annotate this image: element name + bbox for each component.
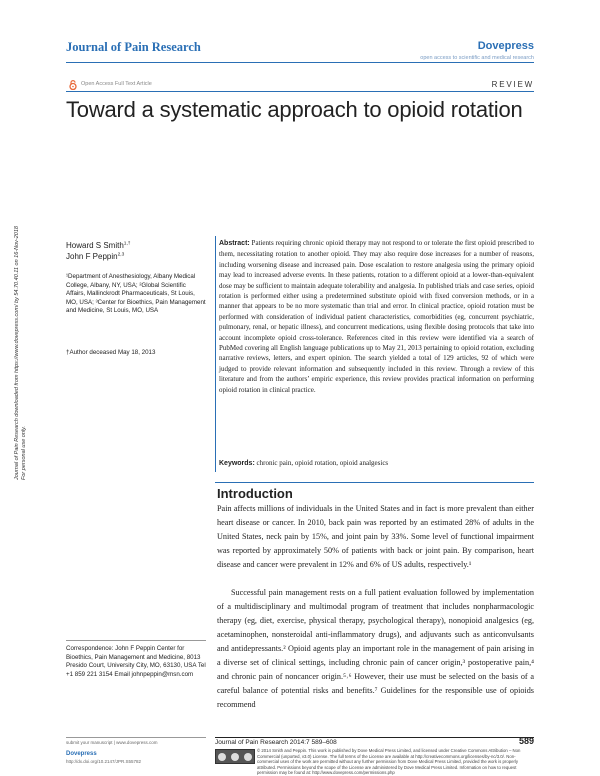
title-rule (66, 91, 534, 92)
creative-commons-icon[interactable] (215, 749, 255, 764)
intro-rule (215, 482, 534, 483)
journal-title[interactable]: Journal of Pain Research (66, 40, 201, 54)
affiliations: ¹Department of Anesthesiology, Albany Medical College, Albany, NY, USA; ²Global Scientific Affairs, Mallinckrodt Pharmaceuticals, St Louis, MO, USA; ³Center for Bioethics, Pain Management and Medicine, St Louis, MO, USA (66, 273, 206, 314)
section-heading: Introduction (217, 486, 293, 501)
publisher-tagline: open access to scientific and medical research (420, 55, 534, 61)
header-rule (66, 62, 534, 63)
footer-rule-right (215, 737, 534, 738)
abstract (219, 238, 534, 395)
footer-publisher-logo[interactable]: Dovepress (66, 751, 97, 757)
deceased-note: †Author deceased May 18, 2013 (66, 349, 156, 356)
abstract-label: Abstract: (219, 240, 250, 247)
doi-link[interactable]: http://dx.doi.org/10.2147/JPR.S55782 (66, 759, 142, 764)
correspondence: Correspondence: John F Peppin Center for Bioethics, Pain Management and Medicine, 8013 Presido Court, University City, MO, 63130, USA Tel +1 859 221 3154 Email johnpeppin@msn.com (66, 645, 206, 678)
abstract-text: Patients requiring chronic opioid therapy may not respond to or tolerate the first opioid prescribed to them, necessitating rotation to another opioid. They may also require dose increases for a number of reasons, including worsening disease and increased pain. Dose escalation to restore analgesia using the primary opioid may lead to increased adverse events. In these patients, rotation to a different opioid at a lower-than-equivalent dose may be sufficient to maintain adequate tolerability and analgesia. In published trials and case series, opioid rotation is performed either using a predetermined substitute opioid with fixed conversion methods, or in a manner that appears to be no more systematic than trial and error. In clinical practice, opioid rotation must be performed with consideration of individual patient characteristics, comorbidities (eg, concurrent psychiatric, pulmonary, renal, or hepatic illness), and concurrent medications, using flexible dosing protocols that take into account incomplete opioid cross-tolerance. References cited in this review were identified via a search of PubMed covering all English language publications up to May 21, 2013 pertaining to opioid rotation, excluding narrative reviews, letters, and expert opinion. The search yielded a total of 129 articles, 92 of which were judged to provide relevant information and subsequently included in this review. Through a review of this literature and from the authors’ empiric experience, this review provides practical information on performing opioid rotation in clinical practice. (219, 239, 535, 394)
author-name: John F Peppin (66, 252, 118, 261)
publisher-logo[interactable]: Dovepress (477, 40, 534, 52)
keywords-label: Keywords: (219, 460, 255, 467)
download-notice: Journal of Pain Research downloaded from https://www.dovepress.com/ by 54.70.40.11 on 16-Nov-2018 For personal use only. (14, 226, 27, 480)
correspondence-rule (66, 640, 206, 641)
license-text: © 2014 Smith and Peppin. This work is published by Dove Medical Press Limited, and licensed under Creative Commons Attribution – Non Commercial (unported, v3.0) License. The full terms of the License are available at http://creativecommons.org/licenses/by-nc/3.0/. Non-commercial uses of the work are permitted without any further permission from Dove Medical Press Limited, provided the work is properly attributed. Permissions beyond the scope of the License are administered by Dove Medical Press Limited. Information on how to request permission may be found at: http://www.dovepress.com/permissions.php (257, 748, 521, 776)
article-type: REVIEW (491, 80, 534, 89)
journal-citation: Journal of Pain Research 2014:7 589–608 (215, 739, 337, 746)
open-access-lock-icon (68, 80, 78, 90)
author-list: Howard S Smith$^{1,\dagger}$ John F Peppin$^{2,3}$ (66, 241, 131, 261)
article-title: Toward a systematic approach to opioid rotation (66, 97, 523, 122)
intro-paragraph-1: Pain affects millions of individuals in the United States and in fact is more prevalent than either heart disease or cancer. In 2010, back pain was reported by an estimated 28% of adults in the United States, neck pain by 15%, and joint pain by 33%. Some level of functional impairment was reported by approximately 50% of patients with back or joint pain. By comparison, heart disease and cancer were prevalent in 12% and 6% of US adults, respectively.¹ (217, 504, 534, 569)
intro-paragraph-2: Successful pain management rests on a full patient evaluation followed by implementation of a multidisciplinary and multimodal program of treatment that includes nonpharmacologic therapy (eg, diet, exercise, physical therapy, psychological therapy), nonopioid analgesics (eg, acetaminophen, nonsteroidal anti-inflammatory drugs), and adjuvants such as anticonvulsants and antidepressants.² Opioid agents play an important role in the management of pain arising in a diverse set of clinical settings, including chronic pain of cancer origin,³ postoperative pain,⁴ and chronic pain of noncancer origin.⁵˒⁶ However, their use must be selected on the basis of a careful balance of potential risks and benefits.⁷ Guidelines for the responsible use of opioids recommend (217, 588, 534, 709)
author-name: Howard S Smith (66, 241, 124, 250)
page-number: 589 (518, 736, 534, 746)
keywords (219, 459, 534, 467)
open-access-label: Open Access Full Text Article (81, 81, 152, 87)
submit-link[interactable]: submit your manuscript | www.dovepress.com (66, 740, 158, 745)
keywords-text: chronic pain, opioid rotation, opioid analgesics (256, 459, 389, 467)
footer-rule-left (66, 737, 206, 738)
